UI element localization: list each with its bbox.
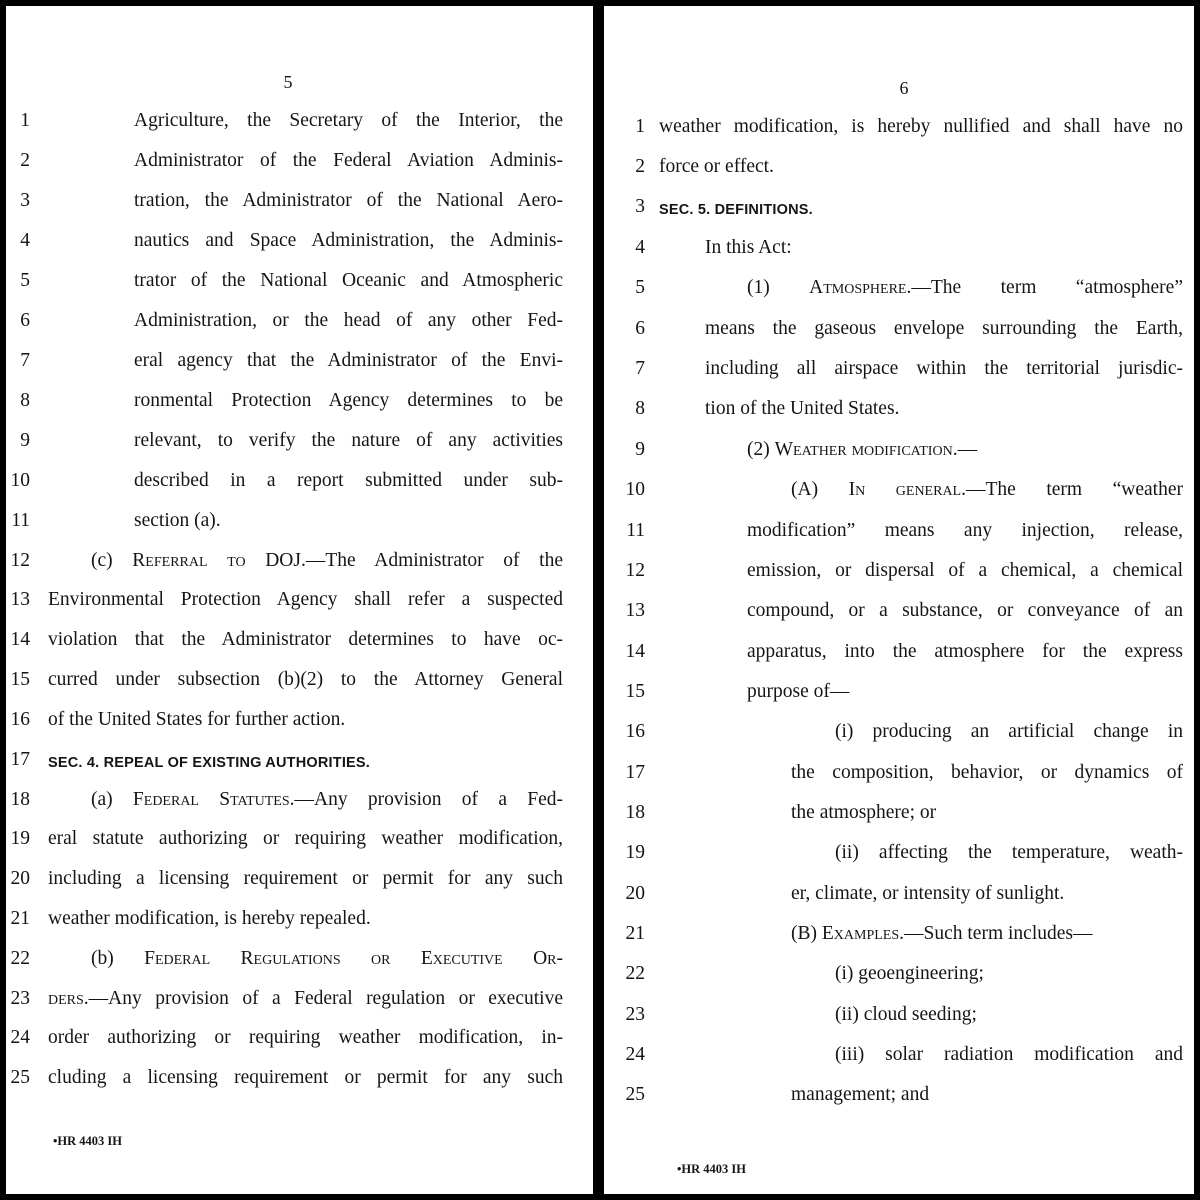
- line-text: [91, 549, 563, 573]
- line-number: 2: [635, 156, 645, 177]
- line-number: 11: [626, 520, 645, 541]
- line-number: 8: [635, 398, 645, 419]
- line-number: 5: [20, 270, 30, 291]
- line-24: [604, 1043, 1194, 1083]
- line-11: [604, 519, 1194, 559]
- line-22: [604, 962, 1194, 1002]
- line-number: 16: [625, 721, 645, 742]
- line-5: [6, 269, 593, 309]
- line-number: 16: [10, 709, 30, 730]
- line-text: (ii) cloud seeding;: [835, 1004, 977, 1025]
- line-number: 19: [625, 842, 645, 863]
- line-23: [6, 987, 593, 1027]
- line-text: [747, 276, 1183, 300]
- line-1: [604, 115, 1194, 155]
- line-number: 13: [10, 589, 30, 610]
- line-text: the atmosphere; or: [791, 802, 937, 823]
- paragraph-label: (b): [91, 948, 145, 969]
- line-18: [6, 788, 593, 828]
- section-heading: Federal Statutes: [132, 789, 290, 810]
- line-8: [604, 397, 1194, 437]
- line-text: cluding a licensing requirement or permit for any such: [48, 1067, 563, 1088]
- line-text: curred under subsection (b)(2) to the Attorney General: [48, 669, 563, 690]
- section-heading: Referral to DOJ: [132, 550, 301, 571]
- line-number: 5: [635, 277, 645, 298]
- line-body: .—Such term includes—: [899, 923, 1093, 944]
- line-number: 9: [635, 439, 645, 460]
- line-text: described in a report submitted under sub-: [134, 470, 563, 491]
- line-number: 25: [10, 1067, 30, 1088]
- section-heading: ders: [48, 988, 84, 1009]
- section-heading: Weather modification: [774, 439, 953, 460]
- line-body: .—: [952, 439, 978, 460]
- section-heading: Federal Regulations or Executive Or-: [144, 948, 563, 969]
- line-number: 15: [10, 669, 30, 690]
- line-24: [6, 1026, 593, 1066]
- line-14: [604, 640, 1194, 680]
- paragraph-label: (B): [791, 923, 822, 944]
- line-number: 24: [625, 1044, 645, 1065]
- line-2: [604, 155, 1194, 195]
- line-text: er, climate, or intensity of sunlight.: [791, 883, 1065, 904]
- line-text: ronmental Protection Agency determines to be: [134, 390, 563, 411]
- line-20: [604, 882, 1194, 922]
- line-text: [791, 922, 1092, 946]
- line-text: (iii) solar radiation modification and: [835, 1044, 1183, 1065]
- line-body: .—Any provision of a Fed-: [289, 789, 563, 810]
- page-number: 5: [283, 72, 293, 92]
- line-number: 9: [20, 430, 30, 451]
- line-text: force or effect.: [659, 156, 774, 177]
- line-11: [6, 509, 593, 549]
- line-number: 10: [625, 479, 645, 500]
- line-8: [6, 389, 593, 429]
- right-page: [604, 6, 1194, 1194]
- line-6: [604, 317, 1194, 357]
- line-text: order authorizing or requiring weather modification, in-: [48, 1027, 563, 1048]
- line-number: 7: [635, 358, 645, 379]
- line-3: [6, 189, 593, 229]
- line-text: purpose of—: [747, 681, 850, 702]
- line-12: [6, 549, 593, 589]
- line-text: tration, the Administrator of the National Aero-: [134, 190, 563, 211]
- line-number: 10: [10, 470, 30, 491]
- line-text: apparatus, into the atmosphere for the express: [747, 641, 1183, 662]
- paragraph-label: (c): [91, 550, 133, 571]
- line-text: Administrator of the Federal Aviation Adminis-: [134, 150, 563, 171]
- line-text: means the gaseous envelope surrounding the Earth,: [705, 318, 1183, 339]
- line-number: 20: [10, 868, 30, 889]
- line-9: [6, 429, 593, 469]
- line-9: [604, 438, 1194, 478]
- line-13: [6, 588, 593, 628]
- line-text: the composition, behavior, or dynamics of: [791, 762, 1183, 783]
- line-16: [6, 708, 593, 748]
- left-page: [6, 6, 593, 1194]
- line-number: 6: [635, 318, 645, 339]
- line-number: 1: [20, 110, 30, 131]
- line-4: [604, 236, 1194, 276]
- line-text: (i) producing an artificial change in: [835, 721, 1183, 742]
- line-19: [604, 841, 1194, 881]
- line-7: [604, 357, 1194, 397]
- line-body: .—Any provision of a Federal regulation or executive: [83, 988, 563, 1009]
- line-10: [6, 469, 593, 509]
- line-number: 4: [20, 230, 30, 251]
- line-number: 22: [625, 963, 645, 984]
- line-13: [604, 599, 1194, 639]
- line-25: [6, 1066, 593, 1106]
- line-16: [604, 720, 1194, 760]
- line-text: weather modification, is hereby repealed.: [48, 908, 371, 929]
- line-23: [604, 1003, 1194, 1043]
- line-text: management; and: [791, 1084, 930, 1105]
- line-15: [6, 668, 593, 708]
- line-number: 24: [10, 1027, 30, 1048]
- line-text: In this Act:: [705, 237, 792, 258]
- line-3: [604, 195, 1194, 235]
- line-number: 1: [635, 116, 645, 137]
- line-text: modification” means any injection, release,: [747, 520, 1183, 541]
- line-body: .—The term “weather: [961, 479, 1183, 500]
- line-text: [791, 478, 1183, 502]
- line-number: 8: [20, 390, 30, 411]
- section-title: SEC. 5. DEFINITIONS.: [659, 202, 813, 218]
- line-text: of the United States for further action.: [48, 709, 346, 730]
- line-17: [604, 761, 1194, 801]
- line-22: [6, 947, 593, 987]
- line-number: 12: [10, 550, 30, 571]
- paragraph-label: (2): [747, 439, 775, 460]
- line-6: [6, 309, 593, 349]
- line-number: 3: [635, 196, 645, 217]
- line-12: [604, 559, 1194, 599]
- line-text: trator of the National Oceanic and Atmospheric: [134, 270, 563, 291]
- line-5: [604, 276, 1194, 316]
- line-number: 18: [625, 802, 645, 823]
- line-text: [48, 987, 563, 1011]
- line-number: 19: [10, 828, 30, 849]
- line-number: 20: [625, 883, 645, 904]
- line-text: [91, 788, 563, 812]
- section-heading: Examples: [821, 923, 900, 944]
- line-number: 14: [10, 629, 30, 650]
- section-title: SEC. 4. REPEAL OF EXISTING AUTHORITIES.: [48, 755, 371, 771]
- line-number: 15: [625, 681, 645, 702]
- line-text: eral statute authorizing or requiring weather modification,: [48, 828, 563, 849]
- line-20: [6, 867, 593, 907]
- line-text: violation that the Administrator determines to have oc-: [48, 629, 563, 650]
- line-14: [6, 628, 593, 668]
- line-text: (i) geoengineering;: [835, 963, 984, 984]
- line-15: [604, 680, 1194, 720]
- line-text: compound, or a substance, or conveyance of an: [747, 600, 1183, 621]
- paragraph-label: (A): [791, 479, 849, 500]
- line-25: [604, 1083, 1194, 1123]
- line-number: 22: [10, 948, 30, 969]
- line-number: 21: [10, 908, 30, 929]
- line-body: .—The term “atmosphere”: [906, 277, 1183, 298]
- line-4: [6, 229, 593, 269]
- page-number: 6: [899, 78, 909, 98]
- line-text: weather modification, is hereby nullified and shall have no: [659, 116, 1183, 137]
- line-text: Agriculture, the Secretary of the Interior, the: [134, 110, 563, 131]
- line-text: emission, or dispersal of a chemical, a chemical: [747, 560, 1183, 581]
- line-text: including a licensing requirement or permit for any such: [48, 868, 563, 889]
- line-number: 6: [20, 310, 30, 331]
- bill-footer: •HR 4403 IH: [53, 1134, 122, 1148]
- section-heading: In general: [848, 479, 962, 500]
- line-number: 13: [625, 600, 645, 621]
- line-number: 23: [10, 988, 30, 1009]
- line-text: relevant, to verify the nature of any activities: [134, 430, 563, 451]
- line-text: Environmental Protection Agency shall refer a suspected: [48, 589, 563, 610]
- paragraph-label: (a): [91, 789, 133, 810]
- line-2: [6, 149, 593, 189]
- line-text: (ii) affecting the temperature, weath-: [835, 842, 1183, 863]
- line-number: 25: [625, 1084, 645, 1105]
- line-number: 12: [625, 560, 645, 581]
- line-number: 17: [10, 749, 30, 770]
- line-text: including all airspace within the territorial jurisdic-: [705, 358, 1183, 379]
- line-text: [747, 438, 977, 462]
- line-number: 17: [625, 762, 645, 783]
- line-10: [604, 478, 1194, 518]
- line-number: 7: [20, 350, 30, 371]
- line-number: 3: [20, 190, 30, 211]
- line-text: section (a).: [134, 510, 221, 531]
- section-heading: Atmosphere: [809, 277, 907, 298]
- line-text: nautics and Space Administration, the Adminis-: [134, 230, 563, 251]
- line-1: [6, 109, 593, 149]
- line-text: eral agency that the Administrator of the Envi-: [134, 350, 563, 371]
- line-number: 23: [625, 1004, 645, 1025]
- line-17: [6, 748, 593, 788]
- line-number: 21: [625, 923, 645, 944]
- line-7: [6, 349, 593, 389]
- line-number: 4: [635, 237, 645, 258]
- line-number: 2: [20, 150, 30, 171]
- line-number: 18: [10, 789, 30, 810]
- line-body: .—The Administrator of the: [300, 550, 563, 571]
- line-18: [604, 801, 1194, 841]
- bill-footer: •HR 4403 IH: [677, 1162, 746, 1176]
- line-text: Administration, or the head of any other Fed-: [134, 310, 563, 331]
- line-text: [91, 947, 563, 971]
- line-19: [6, 827, 593, 867]
- line-number: 14: [625, 641, 645, 662]
- line-21: [604, 922, 1194, 962]
- paragraph-label: (1): [747, 277, 810, 298]
- line-21: [6, 907, 593, 947]
- line-text: tion of the United States.: [705, 398, 900, 419]
- line-number: 11: [11, 510, 30, 531]
